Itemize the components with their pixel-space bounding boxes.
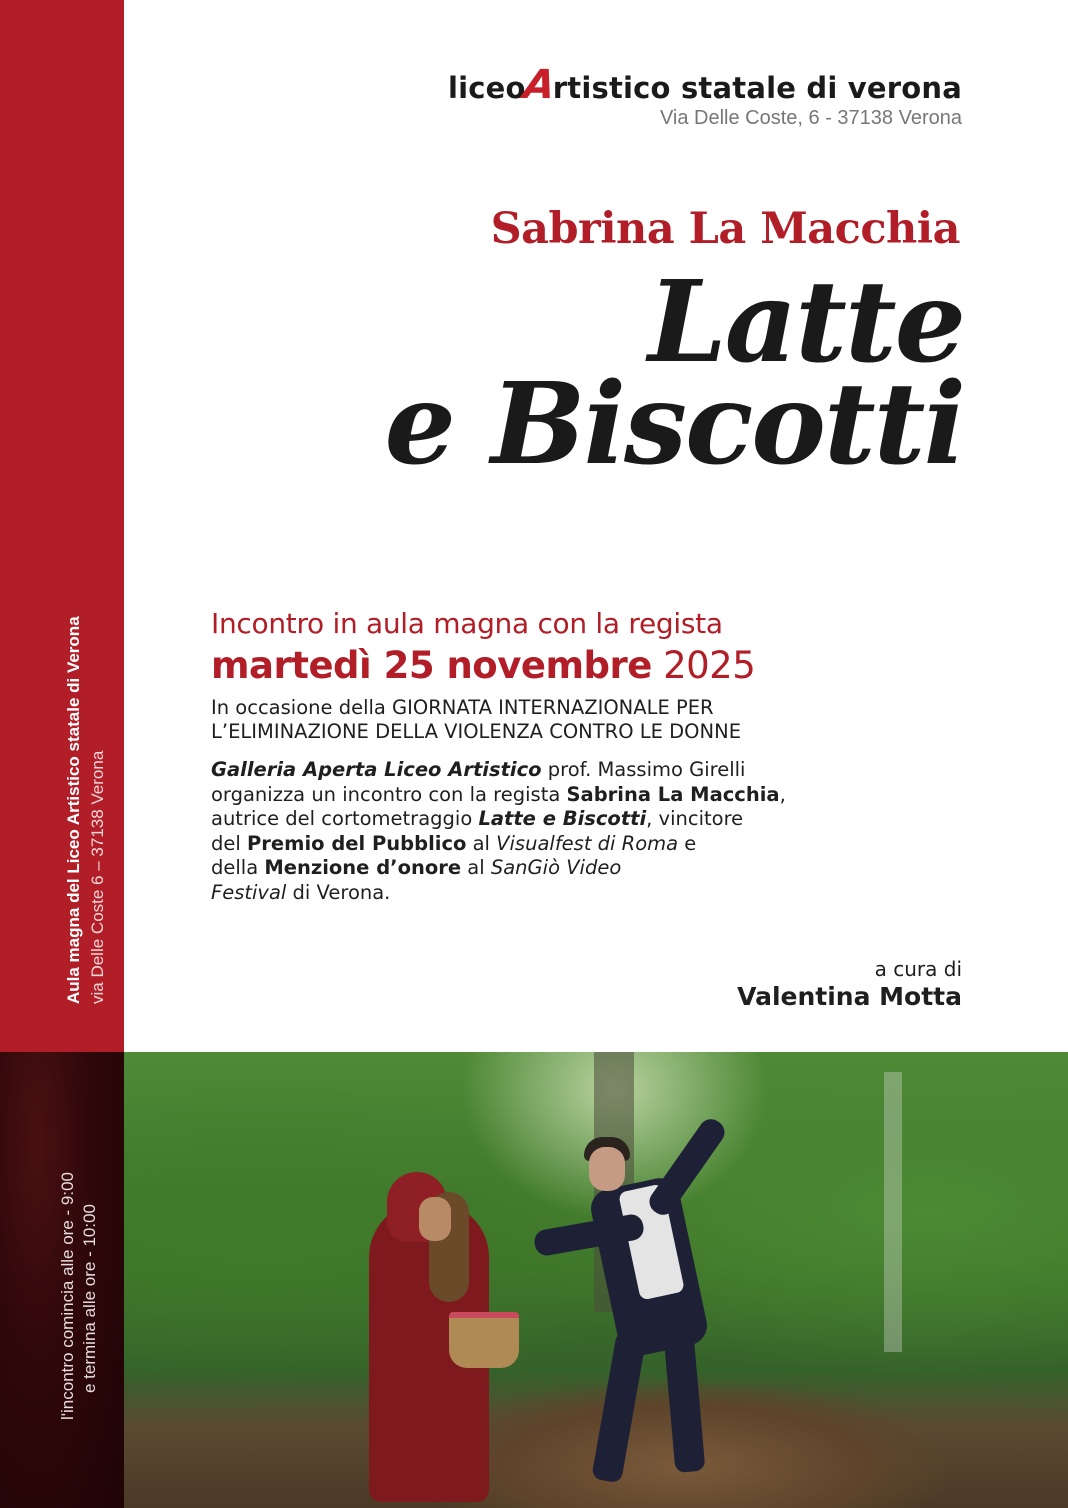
text: di Verona. xyxy=(286,880,391,904)
desc-line-4 xyxy=(211,832,851,857)
red-riding-hood-figure xyxy=(369,1172,479,1502)
festival-name: SanGiò Video xyxy=(490,856,622,880)
title-line-1: Latte xyxy=(647,257,964,388)
event-date xyxy=(211,642,851,690)
desc-line-6 xyxy=(211,881,851,906)
festival-name: Visualfest di Roma xyxy=(496,831,679,855)
description xyxy=(211,758,851,906)
date-bold: martedì 25 novembre xyxy=(211,644,652,687)
text: , vincitore xyxy=(646,807,744,831)
text: della xyxy=(211,856,265,880)
logo-a-mark-icon: A xyxy=(520,62,559,108)
event-info xyxy=(211,606,851,906)
face xyxy=(589,1147,625,1191)
author-name: Sabrina La Macchia xyxy=(490,204,960,254)
desc-line-3 xyxy=(211,807,851,832)
text: autrice del cortometraggio xyxy=(211,807,479,831)
forest-photo xyxy=(124,1052,1068,1508)
desc-line-1 xyxy=(211,758,851,783)
curator-label: a cura di xyxy=(874,957,962,981)
desc-line-5 xyxy=(211,856,851,881)
occasion-line-1: In occasione della GIORNATA INTERNAZIONALE PER xyxy=(211,696,714,719)
school-logo xyxy=(447,62,962,108)
date-year: 2025 xyxy=(663,644,756,687)
text: organizza un incontro con la regista xyxy=(211,782,567,806)
text: al xyxy=(466,831,497,855)
film-title xyxy=(384,257,964,490)
curator xyxy=(737,956,962,1012)
text: , xyxy=(779,782,786,806)
text: del xyxy=(211,831,247,855)
title-line-2: e Biscotti xyxy=(384,359,964,490)
venue-name: Aula magna del Liceo Artistico statale di Verona xyxy=(64,616,83,1004)
logo-text-part2: rtistico statale di verona xyxy=(552,71,962,105)
occasion-text xyxy=(211,696,851,744)
venue-address: via Delle Coste 6 – 37138 Verona xyxy=(88,750,107,1004)
basket-icon xyxy=(449,1312,519,1368)
award-name: Premio del Pubblico xyxy=(247,831,467,855)
curator-name: Valentina Motta xyxy=(737,982,962,1011)
tree-trunk xyxy=(884,1072,902,1352)
time-end: e termina alle ore - 10:00 xyxy=(80,1204,99,1393)
text: al xyxy=(461,856,491,880)
event-intro: Incontro in aula magna con la regista xyxy=(211,607,723,640)
director-name: Sabrina La Macchia xyxy=(566,782,780,806)
festival-name: Festival xyxy=(211,880,287,904)
award-name: Menzione d’onore xyxy=(264,856,462,880)
arm xyxy=(645,1114,729,1219)
org-name: Galleria Aperta Liceo Artistico xyxy=(211,758,542,781)
desc-line-2 xyxy=(211,783,851,808)
wolf-figure xyxy=(534,1092,754,1492)
face xyxy=(419,1197,451,1241)
film-name: Latte e Biscotti xyxy=(478,807,647,831)
school-address: Via Delle Coste, 6 - 37138 Verona xyxy=(659,107,962,129)
org-rest: prof. Massimo Girelli xyxy=(541,758,746,781)
text: e xyxy=(678,831,697,855)
time-start: l'incontro comincia alle ore - 9:00 xyxy=(58,1172,77,1420)
logo-text-part1: liceo xyxy=(447,71,526,105)
occasion-line-2: L’ELIMINAZIONE DELLA VIOLENZA CONTRO LE DONNE xyxy=(211,720,742,743)
